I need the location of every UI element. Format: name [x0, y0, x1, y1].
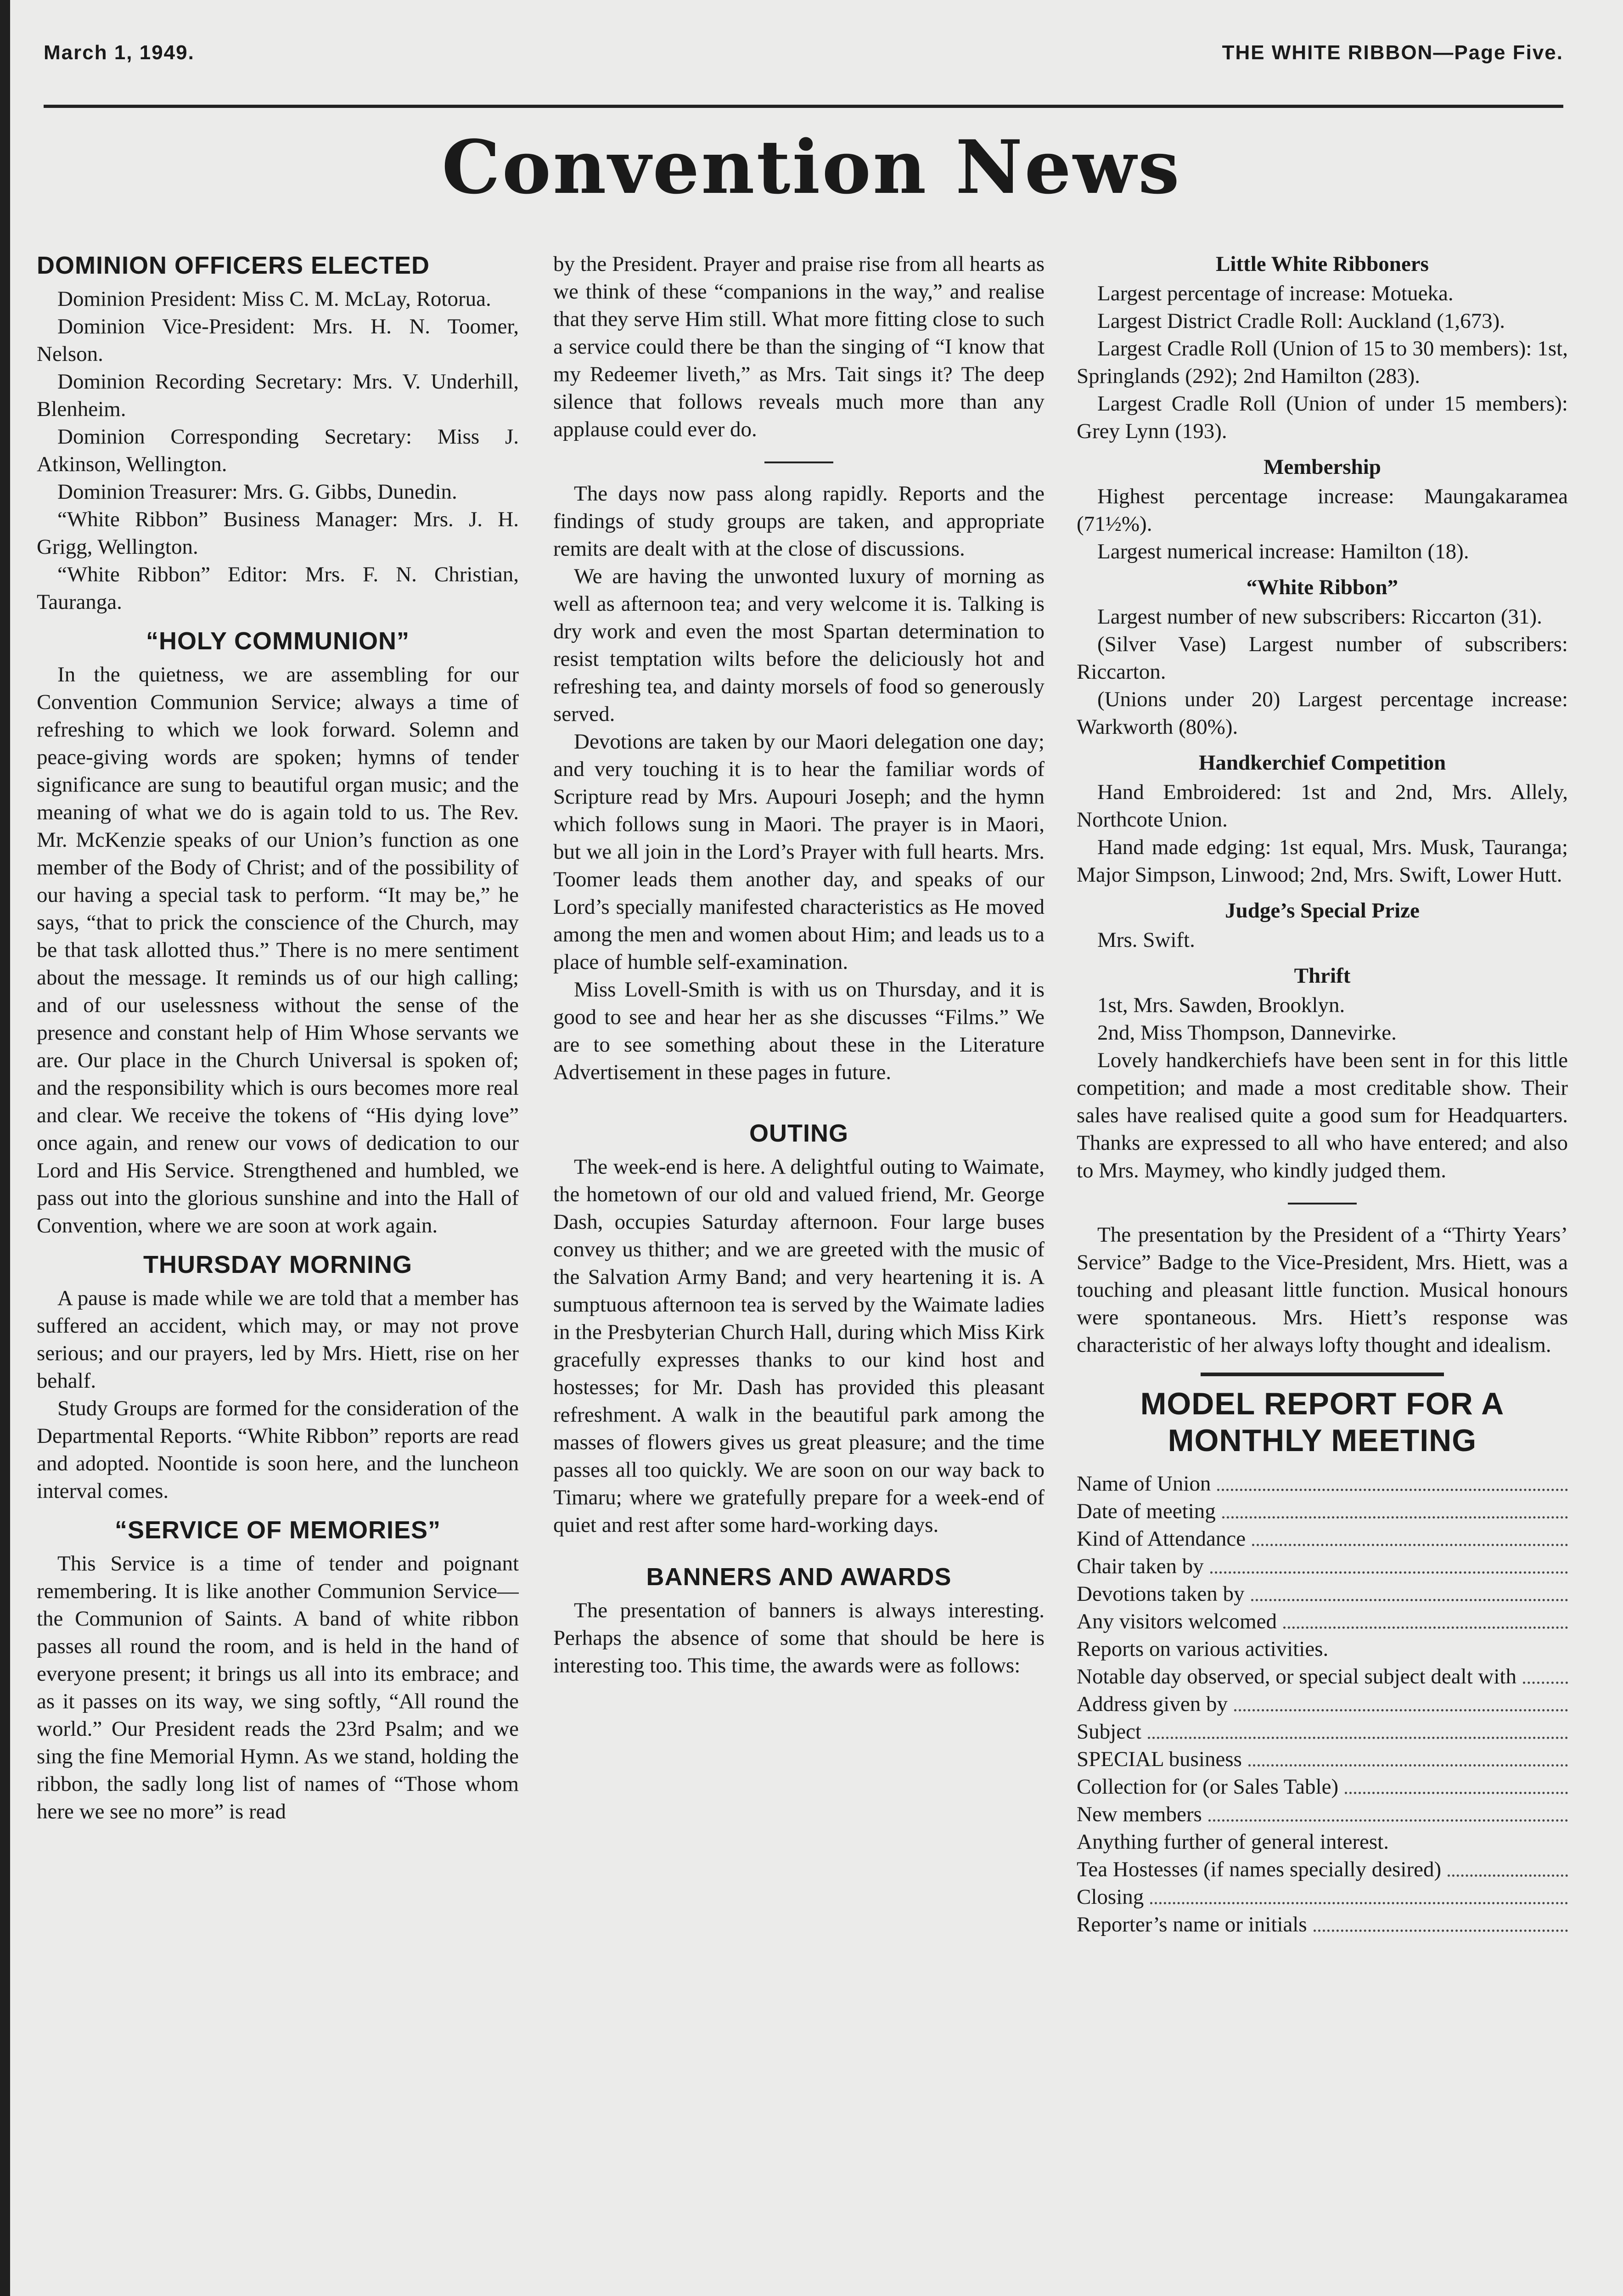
- award-line: Largest Cradle Roll (Union of 15 to 30 members): 1st, Springlands (292); 2nd Hamilton (283).: [1077, 337, 1568, 388]
- form-line: Collection for (or Sales Table): [1077, 1773, 1568, 1801]
- officer-line: Dominion President: Miss C. M. McLay, Rotorua.: [57, 287, 491, 311]
- award-line: (Silver Vase) Largest number of subscribers: Riccarton.: [1077, 632, 1568, 684]
- communion-text: In the quietness, we are assembling for our Convention Communion Service; always a time of refreshing to which we look forward. Solemn and peace-giving words are spoken; hymns of tender significance are sung to beautiful organ music; and the meaning of what we do is again told to us. The Rev. Mr. McKenzie speaks of our Union’s function as one member of the Body of Christ; and of the possibility of our having a special task to perform. “It may be,” he says, “that to prick the conscience of the Church, may be that task allotted thus.” There is no mere sentiment about the message. It reminds us of our high calling; and of our uselessness without the sense of the presence and constant help of Him Whose servants we are. Our place in the Church Universal is spoken of; and the responsibility which is ours becomes more real and clear. We receive the tokens of “His dying love” once again, and renew our vows of dedication to our Lord and His Service. Strengthened and humbled, we pass out into the glorious sunshine and into the Hall of Convention, where we are soon at work again.: [37, 663, 519, 1238]
- presentation-text: The presentation by the President of a “Thirty Years’ Service” Badge to the Vice-President, Mrs. Hiett, was a touching and pleasant little function. Musical honours were spontaneous. Mrs. Hiett’s response was characteristic of her always lofty thought and idealism.: [1077, 1223, 1568, 1357]
- banners-text: The presentation of banners is always interesting. Perhaps the absence of some that should be here is interesting too. This time, the awards were as follows:: [553, 1598, 1045, 1677]
- award-line: Largest District Cradle Roll: Auckland (1,673).: [1097, 309, 1505, 333]
- publication-page: THE WHITE RIBBON—Page Five.: [1222, 41, 1563, 64]
- column-2: [553, 250, 1045, 2296]
- section-divider: [1288, 1203, 1357, 1204]
- outing-heading: OUTING: [749, 1120, 848, 1147]
- form-line: Reports on various activities.: [1077, 1637, 1329, 1661]
- white-ribbon-heading: “White Ribbon”: [1246, 575, 1398, 599]
- form-line: Name of Union: [1077, 1470, 1568, 1497]
- thursday-para: A pause is made while we are told that a member has suffered an accident, which may, or may not prove serious; and our prayers, led by Mrs. Hiett, rise on her behalf.: [37, 1286, 519, 1393]
- handkerchief-heading: Handkerchief Competition: [1198, 751, 1446, 775]
- communion-heading: “HOLY COMMUNION”: [146, 627, 410, 655]
- memories-heading: “SERVICE OF MEMORIES”: [114, 1516, 441, 1544]
- page-title: Convention News: [442, 124, 1181, 210]
- officer-line: “White Ribbon” Editor: Mrs. F. N. Christian, Tauranga.: [37, 563, 519, 614]
- model-report-rule: [1201, 1373, 1444, 1376]
- form-line: Address given by: [1077, 1690, 1568, 1718]
- form-line: SPECIAL business: [1077, 1745, 1568, 1773]
- award-line: Mrs. Swift.: [1097, 928, 1195, 952]
- membership-heading: Membership: [1264, 455, 1381, 479]
- header-rule: [44, 105, 1563, 108]
- form-line: Anything further of general interest.: [1077, 1830, 1389, 1854]
- days-para: Devotions are taken by our Maori delegation one day; and very touching it is to hear the familiar words of Scripture read by Mrs. Aupouri Joseph; and the hymn which follows sung in Maori. The prayer is in Maori, but we all join in the Lord’s Prayer with full hearts. Mrs. Toomer leads them another day, and speaks of our Lord’s specially manifested characteristics as He moved among the men and women about Him; and leads us to a place of humble self-examination.: [553, 730, 1045, 974]
- award-line: Largest number of new subscribers: Riccarton (31).: [1097, 605, 1542, 629]
- form-line: Devotions taken by: [1077, 1580, 1568, 1608]
- form-line: Date of meeting: [1077, 1497, 1568, 1525]
- officer-line: “White Ribbon” Business Manager: Mrs. J. H. Grigg, Wellington.: [37, 507, 519, 559]
- model-report-heading: MODEL REPORT FOR A MONTHLY MEETING: [1140, 1386, 1505, 1458]
- lwr-heading: Little White Ribboners: [1216, 252, 1429, 276]
- award-line: Largest Cradle Roll (Union of under 15 members): Grey Lynn (193).: [1077, 392, 1568, 443]
- form-line: Any visitors welcomed: [1077, 1608, 1568, 1635]
- officer-line: Dominion Treasurer: Mrs. G. Gibbs, Dunedin.: [57, 480, 457, 504]
- form-line: Tea Hostesses (if names specially desired): [1077, 1856, 1568, 1883]
- officer-line: Dominion Recording Secretary: Mrs. V. Underhill, Blenheim.: [37, 370, 519, 421]
- section-divider: [764, 461, 833, 463]
- award-line: Hand made edging: 1st equal, Mrs. Musk, Tauranga; Major Simpson, Linwood; 2nd, Mrs. Swift, Lower Hutt.: [1077, 835, 1568, 887]
- thursday-para: Study Groups are formed for the consideration of the Departmental Reports. “White Ribbon” reports are read and adopted. Noontide is soon here, and the luncheon interval comes.: [37, 1396, 519, 1503]
- form-line: Subject: [1077, 1718, 1568, 1745]
- binding-edge: [0, 0, 10, 2296]
- running-header: [44, 41, 1563, 73]
- award-line: Largest numerical increase: Hamilton (18).: [1097, 540, 1469, 563]
- days-para: Miss Lovell-Smith is with us on Thursday, and it is good to see and hear her as she discusses “Films.” We are to see something about these in the Literature Advertisement in these pages in future.: [553, 978, 1045, 1084]
- award-line: Highest percentage increase: Maungakaramea (71½%).: [1077, 484, 1568, 536]
- column-3: [1077, 250, 1568, 2296]
- thursday-heading: THURSDAY MORNING: [143, 1251, 413, 1278]
- outing-text: The week-end is here. A delightful outing to Waimate, the hometown of our old and valued friend, Mr. George Dash, occupies Saturday afternoon. Four large buses convey us thither; and we are greeted with the music of the Salvation Army Band; and very heartening it is. A sumptuous afternoon tea is served by the Waimate ladies in the Presbyterian Church Hall, during which Miss Kirk gracefully expresses thanks to our kind host and hostesses; for Mr. Dash has provided this pleasant refreshment. A walk in the beautiful park among the masses of flowers gives us great pleasure; and the time passes all too quickly. We are soon on our way back to Timaru; where we gratefully prepare for a week-end of quiet and rest after some hard-working days.: [553, 1155, 1045, 1537]
- memories-continued: by the President. Prayer and praise rise from all hearts as we think of these “companions in the way,” and realise that they serve Him still. What more fitting close to such a service could there be than the singing of “I know that my Redeemer liveth,” as Mrs. Tait sings it? The deep silence that follows reveals much more than any applause could ever do.: [553, 252, 1045, 441]
- award-line: 1st, Mrs. Sawden, Brooklyn.: [1097, 993, 1345, 1017]
- memories-text: This Service is a time of tender and poignant remembering. It is like another Communion Service—the Communion of Saints. A band of white ribbon passes all round the room, and is held in the hand of everyone present; it brings us all into its embrace; and as it passes on its way, we sing softly, “All round the world.” Our President reads the 23rd Psalm; and we sing the fine Memorial Hymn. As we stand, holding the ribbon, the sadly long list of names of “Those whom here we see no more” is read: [37, 1552, 519, 1823]
- issue-date: March 1, 1949.: [44, 41, 195, 64]
- form-line: New members: [1077, 1801, 1568, 1828]
- award-line: 2nd, Miss Thompson, Dannevirke.: [1097, 1021, 1397, 1045]
- form-line: Closing: [1077, 1883, 1568, 1911]
- award-line: Hand Embroidered: 1st and 2nd, Mrs. Allely, Northcote Union.: [1077, 780, 1568, 832]
- officers-heading: DOMINION OFFICERS ELECTED: [37, 252, 430, 279]
- days-para: We are having the unwonted luxury of morning as well as afternoon tea; and very welcome it is. Talking is dry work and even the most Spartan determination to resist temptation wilts before the deliciously hot and refreshing tea, and dainty morsels of food so generously served.: [553, 564, 1045, 726]
- form-line: Reporter’s name or initials: [1077, 1911, 1568, 1938]
- days-para: The days now pass along rapidly. Reports and the findings of study groups are taken, and appropriate remits are dealt with at the close of discussions.: [553, 482, 1045, 561]
- award-line: (Unions under 20) Largest percentage increase: Warkworth (80%).: [1077, 687, 1568, 739]
- award-line: Largest percentage of increase: Motueka.: [1097, 281, 1454, 305]
- thrift-heading: Thrift: [1294, 964, 1351, 988]
- thrift-text: Lovely handkerchiefs have been sent in for this little competition; and made a most creditable show. Their sales have realised quite a good sum for Headquarters. Thanks are expressed to all who have entered; and also to Mrs. Maymey, who kindly judged them.: [1077, 1048, 1568, 1182]
- form-line: Kind of Attendance: [1077, 1525, 1568, 1553]
- form-line: Notable day observed, or special subject dealt with: [1077, 1663, 1568, 1690]
- column-1: [37, 250, 519, 2296]
- form-line: Chair taken by: [1077, 1553, 1568, 1580]
- banners-heading: BANNERS AND AWARDS: [646, 1563, 952, 1591]
- officer-line: Dominion Corresponding Secretary: Miss J. Atkinson, Wellington.: [37, 425, 519, 476]
- officer-line: Dominion Vice-President: Mrs. H. N. Toomer, Nelson.: [37, 315, 519, 366]
- judge-prize-heading: Judge’s Special Prize: [1225, 899, 1420, 923]
